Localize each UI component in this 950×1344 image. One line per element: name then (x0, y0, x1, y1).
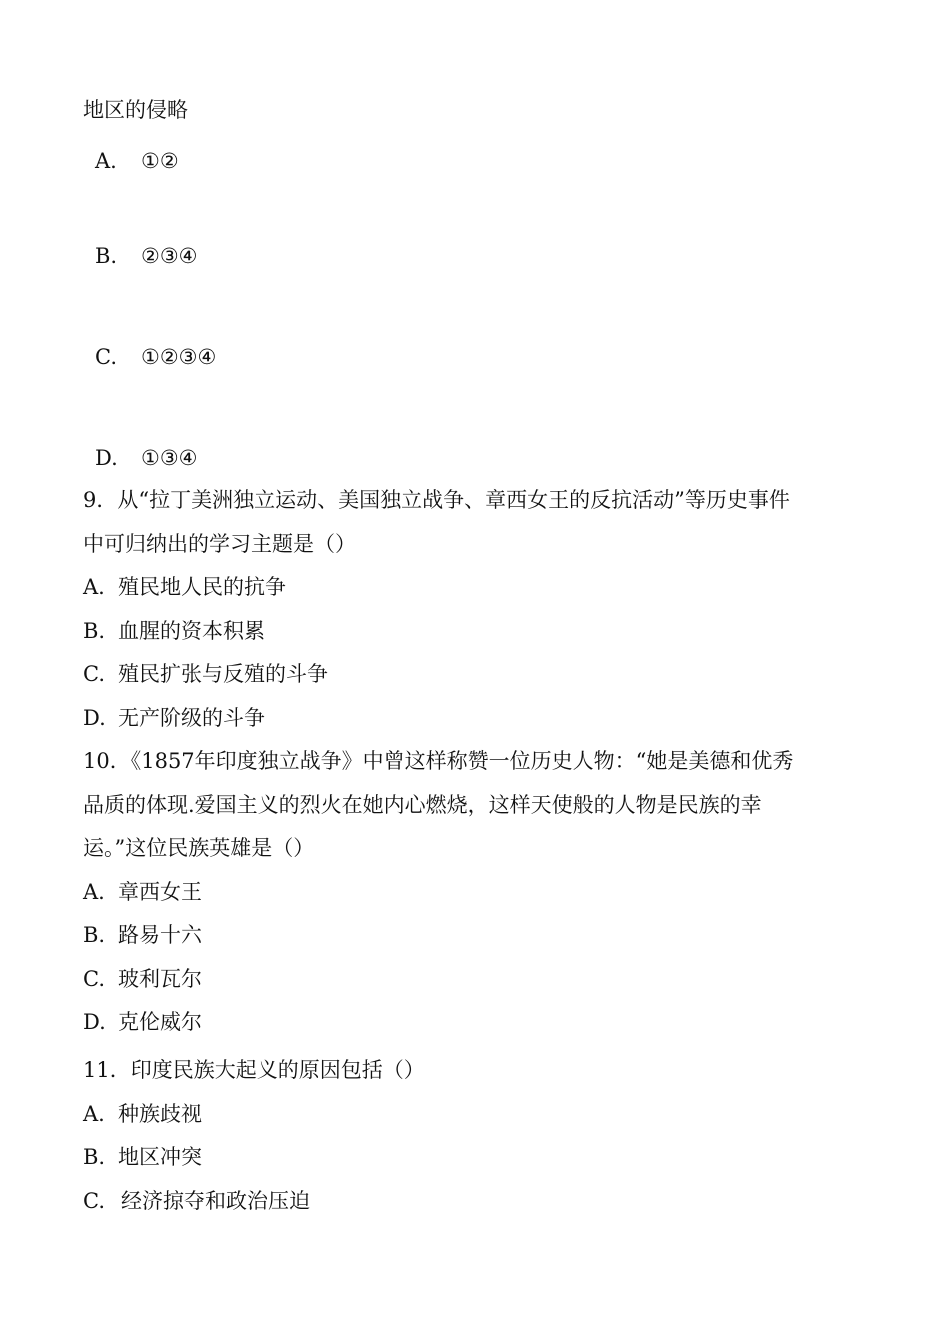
question-8-tail: 地区的侵略 (83, 98, 188, 122)
option-label: C. (95, 345, 117, 369)
option-text: 克伦威尔 (118, 1010, 202, 1034)
option-label: A. (95, 149, 117, 173)
question-10-line-2: 品质的体现.爱国主义的烈火在她内心燃烧，这样天使般的人物是民族的幸 (83, 793, 762, 817)
q11-option-b (83, 1144, 202, 1170)
option-text: 玻利瓦尔 (118, 967, 202, 991)
option-label: B. (95, 244, 118, 268)
q8-option-b (95, 243, 197, 269)
option-text: 殖民地人民的抗争 (118, 575, 286, 599)
option-text: ②③④ (141, 244, 198, 268)
q10-option-a (83, 879, 202, 905)
option-label: C. (83, 1189, 105, 1213)
q8-option-c (95, 344, 216, 370)
option-text: 无产阶级的斗争 (118, 706, 265, 730)
option-text: ①②③④ (141, 345, 217, 369)
q9-option-b (83, 618, 265, 644)
option-text: ①③④ (141, 446, 198, 470)
option-text: 血腥的资本积累 (118, 619, 265, 643)
option-text: 章西女王 (118, 880, 202, 904)
option-label: D. (95, 446, 118, 470)
q8-option-d (95, 445, 197, 471)
option-label: D. (83, 706, 106, 730)
option-label: C. (83, 967, 105, 991)
q9-option-c (83, 661, 328, 687)
question-11-line-1: 11．印度民族大起义的原因包括（） (83, 1058, 425, 1082)
q9-option-a (83, 574, 286, 600)
q10-option-b (83, 922, 202, 948)
q8-option-a (95, 148, 179, 174)
option-label: B. (83, 923, 106, 947)
option-label: A. (83, 1102, 105, 1126)
question-9-line-2: 中可归纳出的学习主题是（） (83, 532, 356, 556)
option-label: A. (83, 575, 105, 599)
q11-option-c (83, 1188, 310, 1214)
option-text: 路易十六 (118, 923, 202, 947)
option-label: B. (83, 1145, 106, 1169)
option-text: 地区冲突 (118, 1145, 202, 1169)
option-text: 殖民扩张与反殖的斗争 (118, 662, 328, 686)
q11-option-a (83, 1101, 202, 1127)
option-label: B. (83, 619, 106, 643)
option-label: D. (83, 1010, 106, 1034)
question-9-line-1: 9．从“拉丁美洲独立运动、美国独立战争、章西女王的反抗活动”等历史事件 (83, 488, 790, 512)
option-text: 经济掠夺和政治压迫 (121, 1189, 310, 1213)
q10-option-d (83, 1009, 202, 1035)
q10-option-c (83, 966, 202, 992)
option-text: ①② (141, 149, 179, 173)
option-label: C. (83, 662, 105, 686)
option-text: 种族歧视 (118, 1102, 202, 1126)
question-10-line-1: 10．《1857年印度独立战争》中曾这样称赞一位历史人物：“她是美德和优秀 (83, 749, 794, 773)
q9-option-d (83, 705, 265, 731)
option-label: A. (83, 880, 105, 904)
question-10-line-3: 运。”这位民族英雄是（） (83, 836, 315, 860)
